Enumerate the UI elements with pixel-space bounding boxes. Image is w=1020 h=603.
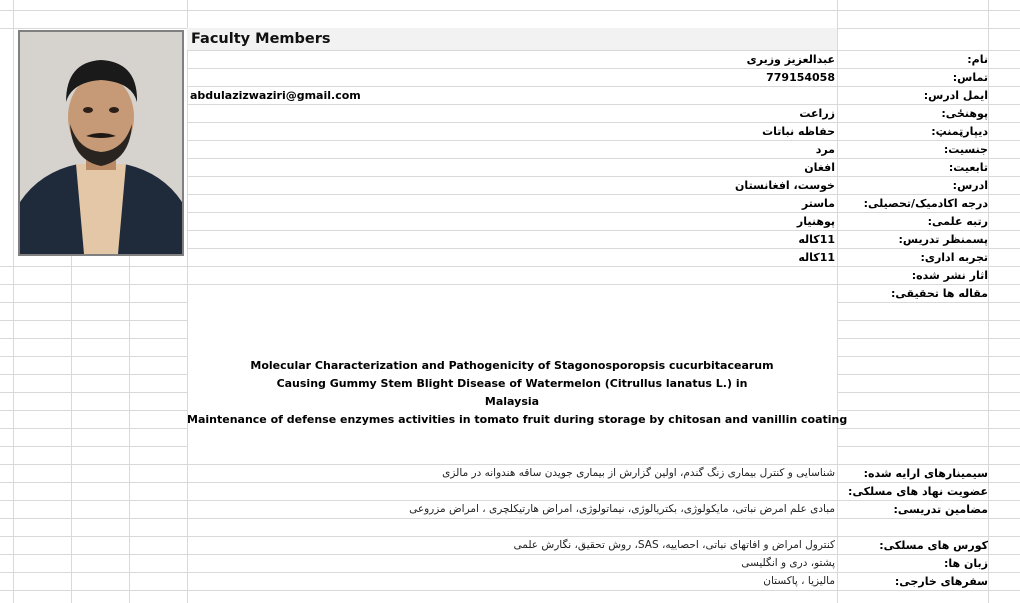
value-faculty[interactable]: زراعت bbox=[799, 107, 835, 120]
value-contact[interactable]: 779154058 bbox=[766, 71, 835, 84]
label-research: مقاله ها تحقیقی: bbox=[891, 287, 988, 300]
label-address: ادرس: bbox=[952, 179, 988, 192]
label-languages: زبان ها: bbox=[944, 557, 988, 570]
label-department: دیپارټمنټ: bbox=[931, 125, 988, 138]
value-gender[interactable]: مرد bbox=[815, 143, 835, 156]
person-photo-icon bbox=[20, 32, 182, 254]
profile-photo bbox=[18, 30, 184, 256]
value-teaching-experience[interactable]: 11کاله bbox=[798, 233, 835, 246]
label-gender: جنسیت: bbox=[943, 143, 988, 156]
label-teaching-experience: پسمنظر تدریس: bbox=[898, 233, 988, 246]
value-courses[interactable]: کنترول امراض و افاتهای نباتی، احصاییه، SAS، روش تحقیق، نگارش علمی bbox=[513, 539, 835, 551]
value-address[interactable]: خوست، افغانستان bbox=[735, 179, 835, 192]
page-title: Faculty Members bbox=[191, 31, 331, 47]
label-publications: اثار نشر شده: bbox=[911, 269, 988, 282]
value-languages[interactable]: پشتو، دری و انگلیسی bbox=[741, 557, 835, 569]
value-subjects[interactable]: مبادی علم امرض نباتی، مایکولوژی، بکتریالوژی، نیماتولوژی، امراض هارتیکلچری ، امراض مزروعی bbox=[409, 503, 835, 515]
value-department[interactable]: حفاظه نباتات bbox=[762, 125, 835, 138]
label-subjects: مضامین تدریسی: bbox=[893, 503, 988, 516]
label-memberships: عضویت نهاد های مسلکی: bbox=[848, 485, 988, 498]
value-rank[interactable]: پوهنیار bbox=[796, 215, 835, 228]
research-paper-line[interactable]: Causing Gummy Stem Blight Disease of Watermelon (Citrullus lanatus L.) in bbox=[276, 377, 748, 390]
label-email: ایمل ادرس: bbox=[923, 89, 988, 102]
value-seminars[interactable]: شناسایی و کنترل بیماری زنگ گندم، اولین گزارش از بیماری جویدن ساقه هندوانه در مالزی bbox=[442, 467, 835, 479]
label-faculty: پوهنځی: bbox=[941, 107, 988, 120]
label-courses: کورس های مسلکی: bbox=[879, 539, 988, 552]
research-paper-line[interactable]: Malaysia bbox=[484, 395, 540, 408]
label-degree: درجه اکادمیک/تحصیلی: bbox=[863, 197, 988, 210]
research-paper-line[interactable]: Molecular Characterization and Pathogenicity of Stagonosporopsis cucurbitacearum bbox=[250, 359, 774, 372]
label-seminars: سیمینارهای ارایه شده: bbox=[863, 467, 988, 480]
research-paper-line[interactable]: Maintenance of defense enzymes activities in tomato fruit during storage by chitosan and vanillin coating bbox=[187, 413, 848, 426]
label-travels: سفرهای خارجی: bbox=[894, 575, 988, 588]
value-name[interactable]: عبدالعزیز وزیری bbox=[746, 53, 835, 66]
value-degree[interactable]: ماستر bbox=[801, 197, 835, 210]
value-email[interactable]: abdulazizwaziri@gmail.com bbox=[190, 89, 361, 102]
label-contact: تماس: bbox=[952, 71, 988, 84]
value-admin-experience[interactable]: 11کاله bbox=[798, 251, 835, 264]
value-travels[interactable]: مالیزیا ، پاکستان bbox=[763, 575, 835, 587]
label-rank: رتبه علمی: bbox=[927, 215, 988, 228]
label-admin-experience: تجربه اداری: bbox=[920, 251, 988, 264]
label-nationality: تابعیت: bbox=[948, 161, 988, 174]
value-nationality[interactable]: افغان bbox=[804, 161, 835, 174]
label-name: نام: bbox=[967, 53, 988, 66]
